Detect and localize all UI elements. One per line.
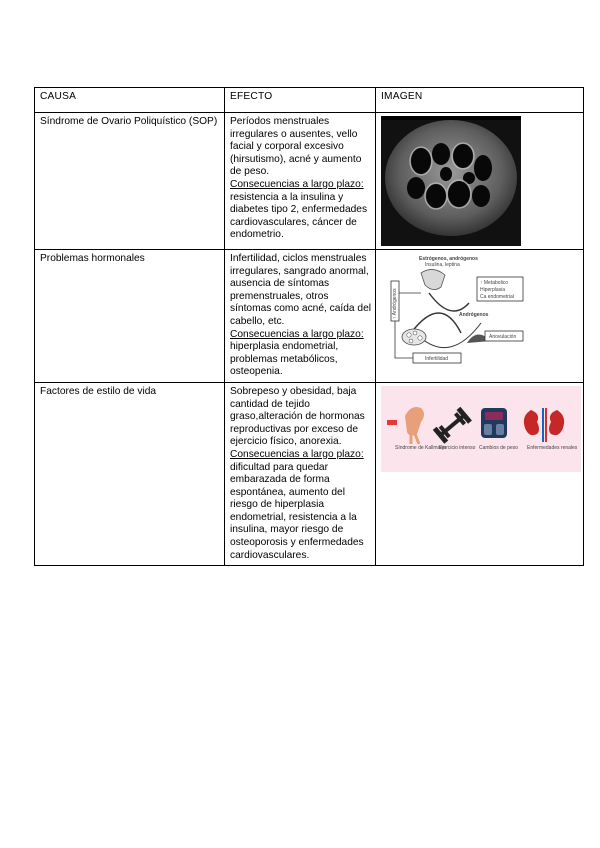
header-efecto: EFECTO [225, 88, 376, 113]
header-causa: CAUSA [35, 88, 225, 113]
effect-text: Períodos menstruales irregulares o ausentes, vello facial y corporal excesivo (hirsutismo), acné y aumento de peso. [230, 116, 362, 178]
consequences-text: resistencia a la insulina y diabetes tipo 2, enfermedades cardiovasculares, cáncer de endometrio. [230, 191, 368, 241]
diagram-box-line-1: ↑ Metabolico [480, 280, 509, 286]
cause-cell: Problemas hormonales [35, 250, 225, 383]
table-row [35, 250, 584, 383]
causes-table [34, 87, 584, 566]
image-cell [376, 382, 584, 565]
consequences-text: hiperplasia endometrial, problemas metabólicos, osteopenia. [230, 341, 339, 378]
diagram-bottom-label: Infertilidad [425, 356, 449, 362]
consequences-label: Consecuencias a largo plazo: [230, 178, 364, 190]
table-row [35, 113, 584, 250]
table-row [35, 382, 584, 565]
consequences-text: dificultad para quedar embarazada de forma espontánea, aumento del riesgo de hiperplasia endometrial, resistencia a la insulina, mayor riesgo de osteoporosis y enfermedades cardiovasculares. [230, 461, 364, 561]
caption-weight: Cambios de peso [479, 444, 518, 451]
diagram-right-label: Anovulación [489, 334, 517, 340]
scale-icon [481, 408, 507, 438]
diagram-androgens-label: Andrógenos [459, 312, 489, 318]
effect-cell [225, 113, 376, 250]
effect-cell [225, 250, 376, 383]
caption-kallmann: Síndrome de Kallmann [395, 444, 446, 451]
effect-cell [225, 382, 376, 565]
lifestyle-image [381, 386, 581, 472]
diagram-box-line-2: Hiperplasia [480, 287, 506, 293]
cause-cell: Factores de estilo de vida [35, 382, 225, 565]
diagram-top-label: Estrógenos, andrógenos [419, 256, 478, 262]
diagram-box-line-3: Ca endometrial [480, 294, 514, 300]
effect-text: Sobrepeso y obesidad, baja cantidad de tejido graso,alteración de hormonas reproductivas por exceso de ejercicio físico, anorexia. [230, 385, 365, 448]
header-row [35, 88, 584, 113]
caption-exercise: Ejercicio intenso [439, 444, 476, 451]
image-cell [376, 250, 584, 383]
cause-cell: Síndrome de Ovario Poliquístico (SOP) [35, 113, 225, 250]
diagram-top-label-2: Insulina, leptina [425, 262, 460, 268]
caption-kidney: Enfermedades renales [527, 444, 578, 451]
header-imagen: IMAGEN [376, 88, 584, 113]
diagram-side-label: ↑ Andrógenos [392, 288, 398, 319]
image-cell [376, 113, 584, 250]
consequences-label: Consecuencias a largo plazo: [230, 328, 364, 340]
effect-text: Infertilidad, ciclos menstruales irregulares, sangrado anormal, ausencia de síntomas premenstruales, otros síntomas como acné, caída del cabello, etc. [230, 253, 372, 327]
consequences-label: Consecuencias a largo plazo: [230, 448, 364, 460]
hormonal-diagram [381, 253, 529, 371]
ultrasound-image [381, 116, 521, 246]
